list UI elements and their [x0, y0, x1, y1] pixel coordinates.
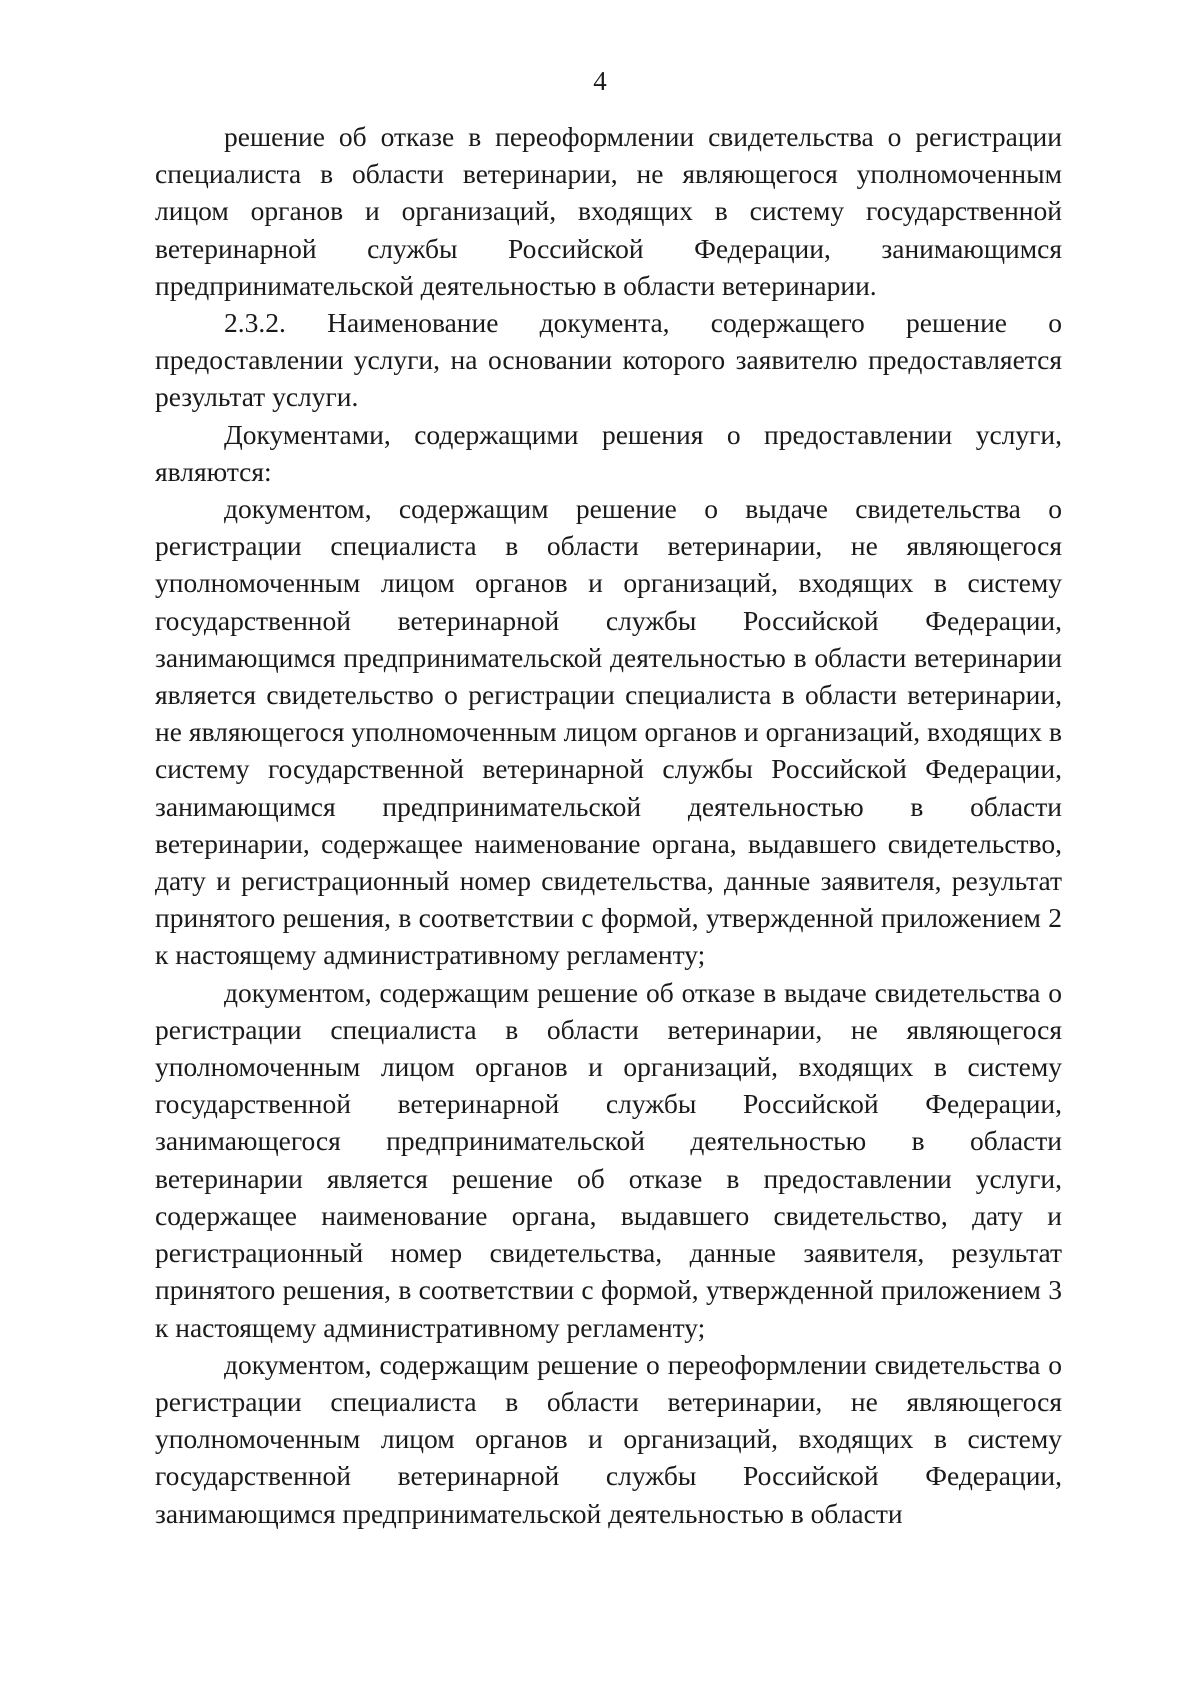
page-number: 4 — [593, 66, 607, 96]
paragraph-issue-refusal-decision: документом, содержащим решение об отказе в выдаче свидетельства о регистрации специалиста в области ветеринарии, не являющегося уполномоченным лицом органов и организаций, входящих в систему государственной ветеринарной службы Российской Федерации, занимающегося предпринимательской деятельностью в области ветеринарии является решение об отказе в предоставлении услуги, содержащее наименование органа, выдавшего свидетельство, дату и регистрационный номер свидетельства, данные заявителя, результат принятого решения, в соответствии с формой, утвержденной приложением 3 к настоящему административному регламенту; — [155, 976, 1062, 1343]
document-body — [155, 118, 1062, 1532]
paragraph-section-2-3-2: 2.3.2. Наименование документа, содержащего решение о предоставлении услуги, на основании которого заявителю предоставляется результат услуги. — [155, 307, 1062, 413]
paragraph-issue-decision: документом, содержащим решение о выдаче свидетельства о регистрации специалиста в области ветеринарии, не являющегося уполномоченным лицом органов и организаций, входящих в систему государственной ветеринарной службы Российской Федерации, занимающимся предпринимательской деятельностью в области ветеринарии является свидетельство о регистрации специалиста в области ветеринарии, не являющегося уполномоченным лицом органов и организаций, входящих в систему государственной ветеринарной службы Российской Федерации, занимающимся предпринимательской деятельностью в области ветеринарии, содержащее наименование органа, выдавшего свидетельство, дату и регистрационный номер свидетельства, данные заявителя, результат принятого решения, в соответствии с формой, утвержденной приложением 2 к настоящему административному регламенту; — [155, 493, 1062, 971]
paragraph-reissue-decision: документом, содержащим решение о переоформлении свидетельства о регистрации специалиста в области ветеринарии, не являющегося уполномоченным лицом органов и организаций, входящих в систему государственной ветеринарной службы Российской Федерации, занимающимся предпринимательской деятельностью в области — [155, 1348, 1062, 1529]
paragraph-documents-intro: Документами, содержащими решения о предоставлении услуги, являются: — [155, 418, 1062, 487]
paragraph-reissue-refusal: решение об отказе в переоформлении свидетельства о регистрации специалиста в области ветеринарии, не являющегося уполномоченным лицом органов и организаций, входящих в систему государственной ветеринарной службы Российской Федерации, занимающимся предпринимательской деятельностью в области ветеринарии. — [155, 121, 1062, 301]
